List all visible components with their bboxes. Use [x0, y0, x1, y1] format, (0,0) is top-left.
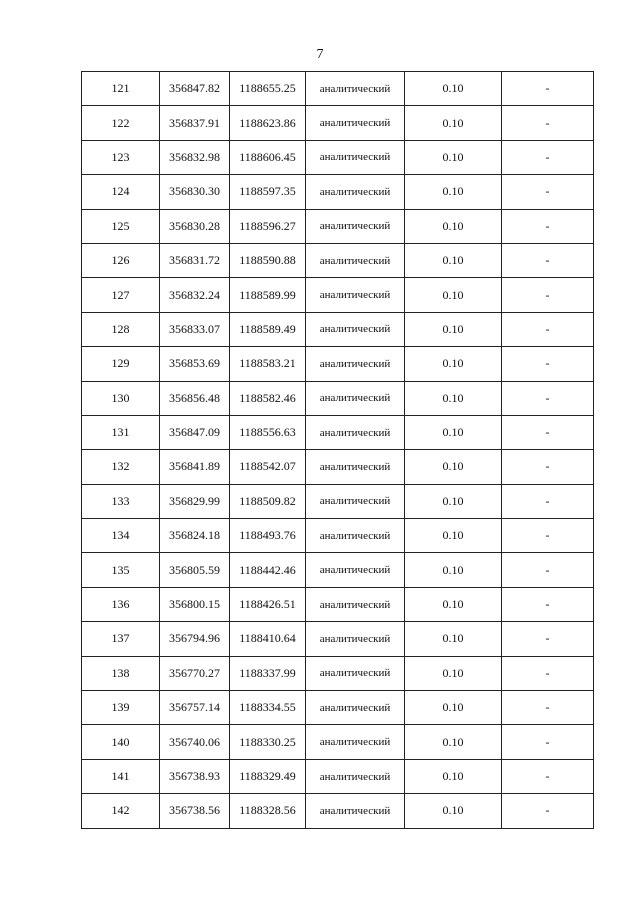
description-cell: -	[502, 519, 594, 553]
x-coordinate-cell: 356833.07	[160, 312, 230, 346]
x-coordinate-cell: 356757.14	[160, 691, 230, 725]
y-coordinate-cell: 1188328.56	[230, 794, 306, 828]
y-coordinate-cell: 1188589.49	[230, 312, 306, 346]
method-cell: аналитический	[306, 415, 405, 449]
accuracy-cell: 0.10	[405, 209, 502, 243]
accuracy-cell: 0.10	[405, 691, 502, 725]
point-number-cell: 124	[82, 175, 160, 209]
y-coordinate-cell: 1188589.99	[230, 278, 306, 312]
description-cell: -	[502, 450, 594, 484]
accuracy-cell: 0.10	[405, 72, 502, 106]
x-coordinate-cell: 356832.24	[160, 278, 230, 312]
table-row	[82, 450, 594, 484]
description-cell: -	[502, 553, 594, 587]
x-coordinate-cell: 356853.69	[160, 347, 230, 381]
method-cell: аналитический	[306, 656, 405, 690]
point-number-cell: 130	[82, 381, 160, 415]
point-number-cell: 126	[82, 243, 160, 277]
method-cell: аналитический	[306, 175, 405, 209]
y-coordinate-cell: 1188623.86	[230, 106, 306, 140]
x-coordinate-cell: 356805.59	[160, 553, 230, 587]
description-cell: -	[502, 175, 594, 209]
table-row	[82, 381, 594, 415]
method-cell: аналитический	[306, 519, 405, 553]
y-coordinate-cell: 1188426.51	[230, 587, 306, 621]
x-coordinate-cell: 356770.27	[160, 656, 230, 690]
x-coordinate-cell: 356738.56	[160, 794, 230, 828]
table-row	[82, 312, 594, 346]
y-coordinate-cell: 1188337.99	[230, 656, 306, 690]
table-row	[82, 691, 594, 725]
y-coordinate-cell: 1188655.25	[230, 72, 306, 106]
y-coordinate-cell: 1188583.21	[230, 347, 306, 381]
accuracy-cell: 0.10	[405, 140, 502, 174]
method-cell: аналитический	[306, 209, 405, 243]
table-row	[82, 415, 594, 449]
y-coordinate-cell: 1188582.46	[230, 381, 306, 415]
point-number-cell: 139	[82, 691, 160, 725]
x-coordinate-cell: 356841.89	[160, 450, 230, 484]
coordinates-table	[81, 71, 594, 829]
description-cell: -	[502, 243, 594, 277]
y-coordinate-cell: 1188442.46	[230, 553, 306, 587]
point-number-cell: 135	[82, 553, 160, 587]
accuracy-cell: 0.10	[405, 278, 502, 312]
description-cell: -	[502, 312, 594, 346]
table-row	[82, 209, 594, 243]
description-cell: -	[502, 278, 594, 312]
accuracy-cell: 0.10	[405, 415, 502, 449]
description-cell: -	[502, 587, 594, 621]
y-coordinate-cell: 1188597.35	[230, 175, 306, 209]
point-number-cell: 123	[82, 140, 160, 174]
method-cell: аналитический	[306, 347, 405, 381]
table-row	[82, 347, 594, 381]
x-coordinate-cell: 356847.82	[160, 72, 230, 106]
table-row	[82, 622, 594, 656]
x-coordinate-cell: 356830.28	[160, 209, 230, 243]
table-row	[82, 106, 594, 140]
description-cell: -	[502, 106, 594, 140]
point-number-cell: 122	[82, 106, 160, 140]
table-row	[82, 553, 594, 587]
table-row	[82, 278, 594, 312]
y-coordinate-cell: 1188596.27	[230, 209, 306, 243]
method-cell: аналитический	[306, 106, 405, 140]
table-row	[82, 175, 594, 209]
accuracy-cell: 0.10	[405, 553, 502, 587]
point-number-cell: 142	[82, 794, 160, 828]
x-coordinate-cell: 356824.18	[160, 519, 230, 553]
accuracy-cell: 0.10	[405, 106, 502, 140]
x-coordinate-cell: 356837.91	[160, 106, 230, 140]
description-cell: -	[502, 484, 594, 518]
method-cell: аналитический	[306, 553, 405, 587]
description-cell: -	[502, 656, 594, 690]
description-cell: -	[502, 140, 594, 174]
method-cell: аналитический	[306, 759, 405, 793]
method-cell: аналитический	[306, 381, 405, 415]
point-number-cell: 121	[82, 72, 160, 106]
description-cell: -	[502, 622, 594, 656]
accuracy-cell: 0.10	[405, 484, 502, 518]
table-row	[82, 243, 594, 277]
point-number-cell: 140	[82, 725, 160, 759]
method-cell: аналитический	[306, 622, 405, 656]
y-coordinate-cell: 1188334.55	[230, 691, 306, 725]
x-coordinate-cell: 356800.15	[160, 587, 230, 621]
description-cell: -	[502, 759, 594, 793]
point-number-cell: 128	[82, 312, 160, 346]
point-number-cell: 133	[82, 484, 160, 518]
point-number-cell: 134	[82, 519, 160, 553]
table-row	[82, 759, 594, 793]
description-cell: -	[502, 209, 594, 243]
y-coordinate-cell: 1188330.25	[230, 725, 306, 759]
accuracy-cell: 0.10	[405, 725, 502, 759]
accuracy-cell: 0.10	[405, 759, 502, 793]
table-row	[82, 725, 594, 759]
accuracy-cell: 0.10	[405, 381, 502, 415]
description-cell: -	[502, 72, 594, 106]
description-cell: -	[502, 415, 594, 449]
table-row	[82, 794, 594, 828]
table-row	[82, 140, 594, 174]
accuracy-cell: 0.10	[405, 794, 502, 828]
description-cell: -	[502, 691, 594, 725]
y-coordinate-cell: 1188509.82	[230, 484, 306, 518]
method-cell: аналитический	[306, 691, 405, 725]
method-cell: аналитический	[306, 450, 405, 484]
x-coordinate-cell: 356856.48	[160, 381, 230, 415]
y-coordinate-cell: 1188329.49	[230, 759, 306, 793]
accuracy-cell: 0.10	[405, 587, 502, 621]
x-coordinate-cell: 356829.99	[160, 484, 230, 518]
point-number-cell: 125	[82, 209, 160, 243]
point-number-cell: 131	[82, 415, 160, 449]
accuracy-cell: 0.10	[405, 450, 502, 484]
point-number-cell: 127	[82, 278, 160, 312]
y-coordinate-cell: 1188542.07	[230, 450, 306, 484]
y-coordinate-cell: 1188493.76	[230, 519, 306, 553]
y-coordinate-cell: 1188606.45	[230, 140, 306, 174]
method-cell: аналитический	[306, 140, 405, 174]
y-coordinate-cell: 1188410.64	[230, 622, 306, 656]
method-cell: аналитический	[306, 587, 405, 621]
point-number-cell: 129	[82, 347, 160, 381]
accuracy-cell: 0.10	[405, 519, 502, 553]
page-number: 7	[316, 47, 324, 62]
x-coordinate-cell: 356832.98	[160, 140, 230, 174]
point-number-cell: 141	[82, 759, 160, 793]
y-coordinate-cell: 1188590.88	[230, 243, 306, 277]
accuracy-cell: 0.10	[405, 656, 502, 690]
x-coordinate-cell: 356740.06	[160, 725, 230, 759]
description-cell: -	[502, 794, 594, 828]
accuracy-cell: 0.10	[405, 622, 502, 656]
description-cell: -	[502, 725, 594, 759]
x-coordinate-cell: 356831.72	[160, 243, 230, 277]
method-cell: аналитический	[306, 243, 405, 277]
method-cell: аналитический	[306, 72, 405, 106]
accuracy-cell: 0.10	[405, 243, 502, 277]
y-coordinate-cell: 1188556.63	[230, 415, 306, 449]
method-cell: аналитический	[306, 278, 405, 312]
point-number-cell: 136	[82, 587, 160, 621]
table-row	[82, 519, 594, 553]
table-row	[82, 72, 594, 106]
method-cell: аналитический	[306, 312, 405, 346]
table-row	[82, 656, 594, 690]
accuracy-cell: 0.10	[405, 175, 502, 209]
table-row	[82, 587, 594, 621]
point-number-cell: 132	[82, 450, 160, 484]
point-number-cell: 137	[82, 622, 160, 656]
method-cell: аналитический	[306, 725, 405, 759]
x-coordinate-cell: 356794.96	[160, 622, 230, 656]
description-cell: -	[502, 347, 594, 381]
method-cell: аналитический	[306, 794, 405, 828]
x-coordinate-cell: 356738.93	[160, 759, 230, 793]
table-row	[82, 484, 594, 518]
coordinates-table-body	[82, 72, 594, 829]
accuracy-cell: 0.10	[405, 347, 502, 381]
accuracy-cell: 0.10	[405, 312, 502, 346]
x-coordinate-cell: 356847.09	[160, 415, 230, 449]
x-coordinate-cell: 356830.30	[160, 175, 230, 209]
point-number-cell: 138	[82, 656, 160, 690]
description-cell: -	[502, 381, 594, 415]
method-cell: аналитический	[306, 484, 405, 518]
